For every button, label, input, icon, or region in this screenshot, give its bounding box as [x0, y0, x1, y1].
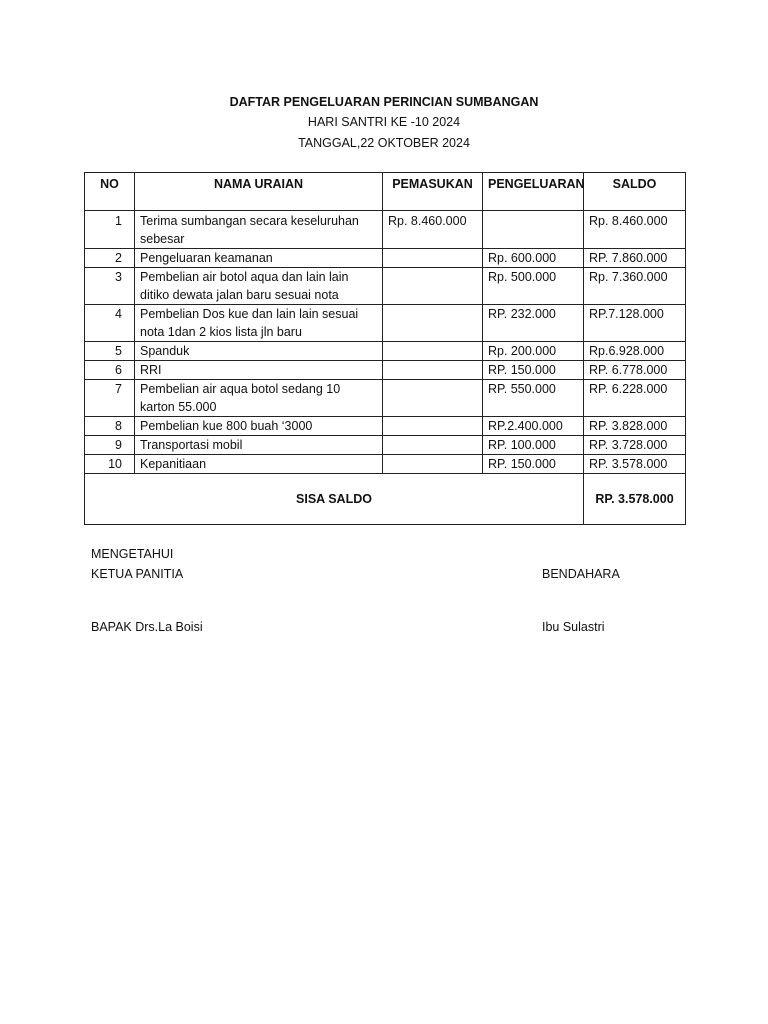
- cell-saldo: Rp. 7.360.000: [584, 268, 686, 305]
- cell-uraian: Pembelian Dos kue dan lain lain sesuai nota 1dan 2 kios lista jln baru: [135, 305, 383, 342]
- table-row: [85, 361, 686, 380]
- cell-pengeluaran: Rp. 200.000: [483, 342, 584, 361]
- sisa-saldo-row: [85, 474, 686, 525]
- cell-pemasukan: [383, 436, 483, 455]
- cell-no: 6: [85, 361, 135, 380]
- ketua-name: BAPAK Drs.La Boisi: [91, 620, 203, 634]
- cell-uraian: Transportasi mobil: [135, 436, 383, 455]
- cell-saldo: Rp. 8.460.000: [584, 211, 686, 249]
- table-row: [85, 455, 686, 474]
- cell-pengeluaran: Rp. 500.000: [483, 268, 584, 305]
- cell-pengeluaran: Rp. 600.000: [483, 249, 584, 268]
- cell-no: 3: [85, 268, 135, 305]
- cell-pengeluaran: RP.2.400.000: [483, 417, 584, 436]
- table-row: [85, 342, 686, 361]
- cell-saldo: RP.7.128.000: [584, 305, 686, 342]
- bendahara-role: BENDAHARA: [542, 567, 620, 581]
- cell-no: 7: [85, 380, 135, 417]
- col-header-pemasukan: PEMASUKAN: [383, 173, 483, 211]
- bendahara-name: Ibu Sulastri: [542, 620, 605, 634]
- cell-saldo: RP. 6.228.000: [584, 380, 686, 417]
- cell-saldo: RP. 3.728.000: [584, 436, 686, 455]
- col-header-uraian: NAMA URAIAN: [135, 173, 383, 211]
- col-header-no: NO: [85, 173, 135, 211]
- cell-pengeluaran: RP. 150.000: [483, 455, 584, 474]
- document-title: DAFTAR PENGELUARAN PERINCIAN SUMBANGAN: [229, 95, 539, 109]
- sisa-saldo-label: SISA SALDO: [85, 474, 584, 525]
- cell-saldo: RP. 6.778.000: [584, 361, 686, 380]
- cell-saldo: RP. 3.578.000: [584, 455, 686, 474]
- cell-pengeluaran: RP. 150.000: [483, 361, 584, 380]
- cell-uraian: Pembelian air aqua botol sedang 10 karton 55.000: [135, 380, 383, 417]
- cell-pengeluaran: RP. 550.000: [483, 380, 584, 417]
- cell-pemasukan: [383, 268, 483, 305]
- cell-pemasukan: Rp. 8.460.000: [383, 211, 483, 249]
- table-header-row: [85, 173, 686, 211]
- cell-no: 8: [85, 417, 135, 436]
- document-subtitle: HARI SANTRI KE -10 2024: [307, 115, 461, 129]
- cell-no: 4: [85, 305, 135, 342]
- col-header-pengeluaran: PENGELUARAN: [483, 173, 584, 211]
- col-header-saldo: SALDO: [584, 173, 686, 211]
- table-row: [85, 305, 686, 342]
- ketua-role: KETUA PANITIA: [91, 567, 184, 581]
- cell-pemasukan: [383, 455, 483, 474]
- cell-no: 1: [85, 211, 135, 249]
- cell-no: 2: [85, 249, 135, 268]
- cell-no: 10: [85, 455, 135, 474]
- mengetahui-label: MENGETAHUI: [91, 547, 174, 561]
- table-row: [85, 380, 686, 417]
- cell-uraian: Spanduk: [135, 342, 383, 361]
- cell-pemasukan: [383, 342, 483, 361]
- cell-saldo: Rp.6.928.000: [584, 342, 686, 361]
- cell-uraian: Pembelian air botol aqua dan lain lain ditiko dewata jalan baru sesuai nota: [135, 268, 383, 305]
- cell-no: 9: [85, 436, 135, 455]
- table-row: [85, 417, 686, 436]
- table-row: [85, 211, 686, 249]
- cell-saldo: RP. 3.828.000: [584, 417, 686, 436]
- cell-pemasukan: [383, 249, 483, 268]
- cell-uraian: Kepanitiaan: [135, 455, 383, 474]
- cell-uraian: Terima sumbangan secara keseluruhan sebesar: [135, 211, 383, 249]
- cell-uraian: Pembelian kue 800 buah ‘3000: [135, 417, 383, 436]
- sisa-saldo-value: RP. 3.578.000: [584, 474, 686, 525]
- cell-pemasukan: [383, 361, 483, 380]
- cell-saldo: RP. 7.860.000: [584, 249, 686, 268]
- cell-pemasukan: [383, 380, 483, 417]
- cell-pengeluaran: RP. 100.000: [483, 436, 584, 455]
- cell-pengeluaran: [483, 211, 584, 249]
- cell-pemasukan: [383, 305, 483, 342]
- table-row: [85, 436, 686, 455]
- cell-uraian: Pengeluaran keamanan: [135, 249, 383, 268]
- table-row: [85, 268, 686, 305]
- expense-table: [84, 172, 686, 525]
- cell-no: 5: [85, 342, 135, 361]
- table-row: [85, 249, 686, 268]
- cell-pengeluaran: RP. 232.000: [483, 305, 584, 342]
- document-date: TANGGAL,22 OKTOBER 2024: [298, 136, 470, 150]
- cell-pemasukan: [383, 417, 483, 436]
- cell-uraian: RRI: [135, 361, 383, 380]
